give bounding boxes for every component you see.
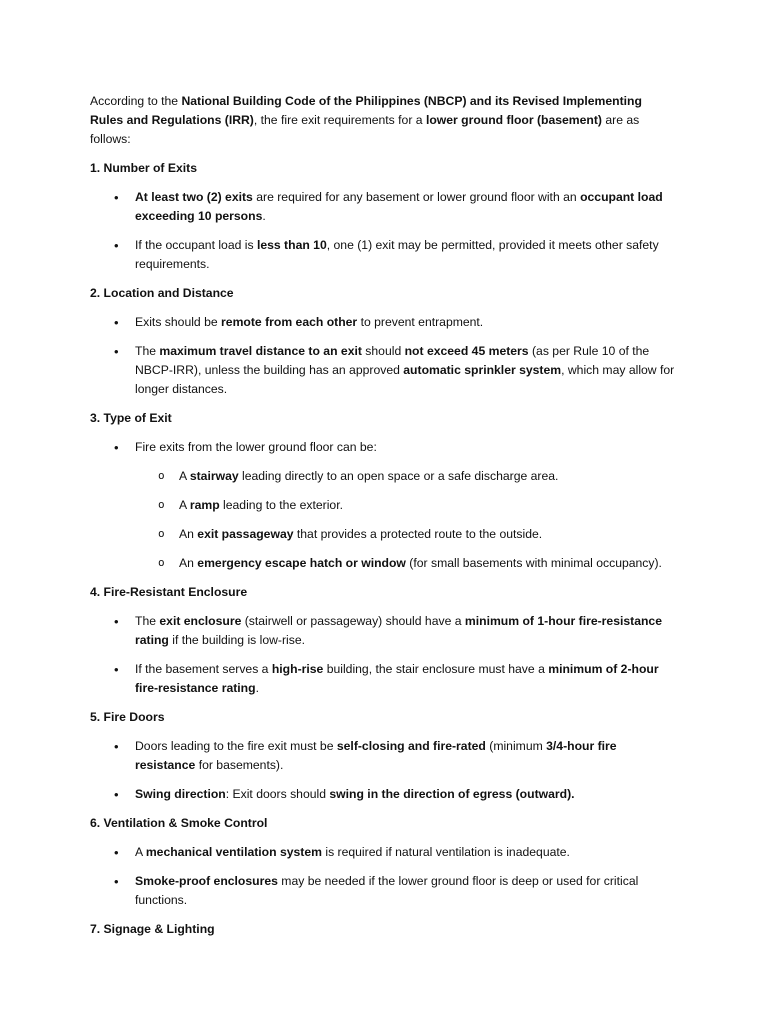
- section-heading: 2. Location and Distance: [90, 286, 234, 300]
- sub-bullet-item: [135, 525, 678, 544]
- bold-text: exit passageway: [197, 527, 294, 541]
- bold-text: not exceed 45 meters: [404, 344, 529, 358]
- text-run: A: [179, 498, 190, 512]
- bold-text: mechanical ventilation system: [145, 845, 322, 859]
- bullet-item: [90, 188, 678, 226]
- bold-text: Smoke-proof enclosures: [135, 874, 278, 888]
- bullet-list: [90, 438, 678, 573]
- sub-bullet-item: [135, 554, 678, 573]
- text-run: , the fire exit requirements for a: [253, 113, 426, 127]
- bullet-list: [90, 843, 678, 910]
- text-run: A: [179, 469, 190, 483]
- text-run: , which may allow for longer distances.: [135, 363, 675, 396]
- text-run: .: [262, 209, 266, 223]
- bold-text: swing in the direction of egress (outward).: [329, 787, 575, 801]
- text-run: if the building is low-rise.: [168, 633, 306, 647]
- bold-text: National Building Code of the Philippines (NBCP) and its Revised Implementing Rules and Regulations (IRR): [90, 94, 642, 127]
- bullet-list: [90, 737, 678, 804]
- text-run: are as follows:: [90, 113, 640, 146]
- text-run: (minimum: [485, 739, 547, 753]
- bullet-item: [90, 872, 678, 910]
- text-run: The: [135, 614, 160, 628]
- text-run: (stairwell or passageway) should have a: [241, 614, 465, 628]
- bold-text: self-closing and fire-rated: [336, 739, 486, 753]
- bold-text: maximum travel distance to an exit: [159, 344, 362, 358]
- text-run: building, the stair enclosure must have a: [323, 662, 549, 676]
- section-heading: 7. Signage & Lighting: [90, 922, 215, 936]
- section-heading: 5. Fire Doors: [90, 710, 165, 724]
- text-run: that provides a protected route to the outside.: [293, 527, 543, 541]
- bold-text: ramp: [189, 498, 220, 512]
- bold-text: automatic sprinkler system: [403, 363, 562, 377]
- bullet-item: [90, 438, 678, 573]
- bold-text: minimum of 1-hour fire-resistance rating: [135, 614, 662, 647]
- text-run: are required for any basement or lower ground floor with an: [252, 190, 581, 204]
- section-heading: 6. Ventilation & Smoke Control: [90, 816, 268, 830]
- bullet-item: [90, 660, 678, 698]
- bullet-item: [90, 342, 678, 399]
- bold-text: minimum of 2-hour fire-resistance rating: [135, 662, 659, 695]
- text-run: According to the: [90, 94, 182, 108]
- bold-text: emergency escape hatch or window: [197, 556, 406, 570]
- sub-bullet-item: [135, 467, 678, 486]
- text-run: (for small basements with minimal occupancy).: [405, 556, 662, 570]
- text-run: A: [135, 845, 146, 859]
- text-run: Fire exits from the lower ground floor can be:: [135, 440, 377, 454]
- bullet-list: [90, 188, 678, 274]
- text-run: , one (1) exit may be permitted, provided it meets other safety requirements.: [135, 238, 659, 271]
- bullet-item: [90, 612, 678, 650]
- text-run: should: [361, 344, 405, 358]
- text-run: The: [135, 344, 160, 358]
- intro-paragraph: [90, 92, 678, 149]
- text-run: Exits should be: [135, 315, 222, 329]
- bold-text: less than 10: [256, 238, 327, 252]
- text-run: leading directly to an open space or a safe discharge area.: [238, 469, 559, 483]
- text-run: for basements).: [195, 758, 284, 772]
- bullet-item: [90, 236, 678, 274]
- section-heading: 1. Number of Exits: [90, 161, 198, 175]
- sub-bullet-list: [135, 467, 678, 573]
- bullet-item: [90, 313, 678, 332]
- bold-text: Swing direction: [135, 787, 226, 801]
- bold-text: occupant load exceeding 10 persons: [135, 190, 663, 223]
- text-run: leading to the exterior.: [219, 498, 343, 512]
- bullet-list: [90, 313, 678, 399]
- bullet-item: [90, 785, 678, 804]
- text-run: Doors leading to the fire exit must be: [135, 739, 337, 753]
- text-run: .: [255, 681, 259, 695]
- text-run: If the basement serves a: [135, 662, 272, 676]
- text-run: : Exit doors should: [225, 787, 330, 801]
- sub-bullet-item: [135, 496, 678, 515]
- bullet-item: [90, 737, 678, 775]
- bold-text: high-rise: [271, 662, 324, 676]
- text-run: to prevent entrapment.: [357, 315, 484, 329]
- bold-text: lower ground floor (basement): [425, 113, 602, 127]
- bullet-list: [90, 612, 678, 698]
- text-run: If the occupant load is: [135, 238, 257, 252]
- bold-text: At least two (2) exits: [135, 190, 253, 204]
- text-run: is required if natural ventilation is inadequate.: [321, 845, 570, 859]
- section-heading: 3. Type of Exit: [90, 411, 172, 425]
- sections-container: [90, 159, 678, 939]
- bullet-item: [90, 843, 678, 862]
- text-run: (as per Rule 10 of the NBCP-IRR), unless the building has an approved: [135, 344, 650, 377]
- bold-text: stairway: [189, 469, 239, 483]
- text-run: An: [179, 556, 198, 570]
- text-run: An: [179, 527, 198, 541]
- bold-text: exit enclosure: [159, 614, 242, 628]
- section-heading: 4. Fire-Resistant Enclosure: [90, 585, 248, 599]
- text-run: may be needed if the lower ground floor is deep or used for critical functions.: [135, 874, 639, 907]
- bold-text: 3/4-hour fire resistance: [135, 739, 617, 772]
- bold-text: remote from each other: [221, 315, 358, 329]
